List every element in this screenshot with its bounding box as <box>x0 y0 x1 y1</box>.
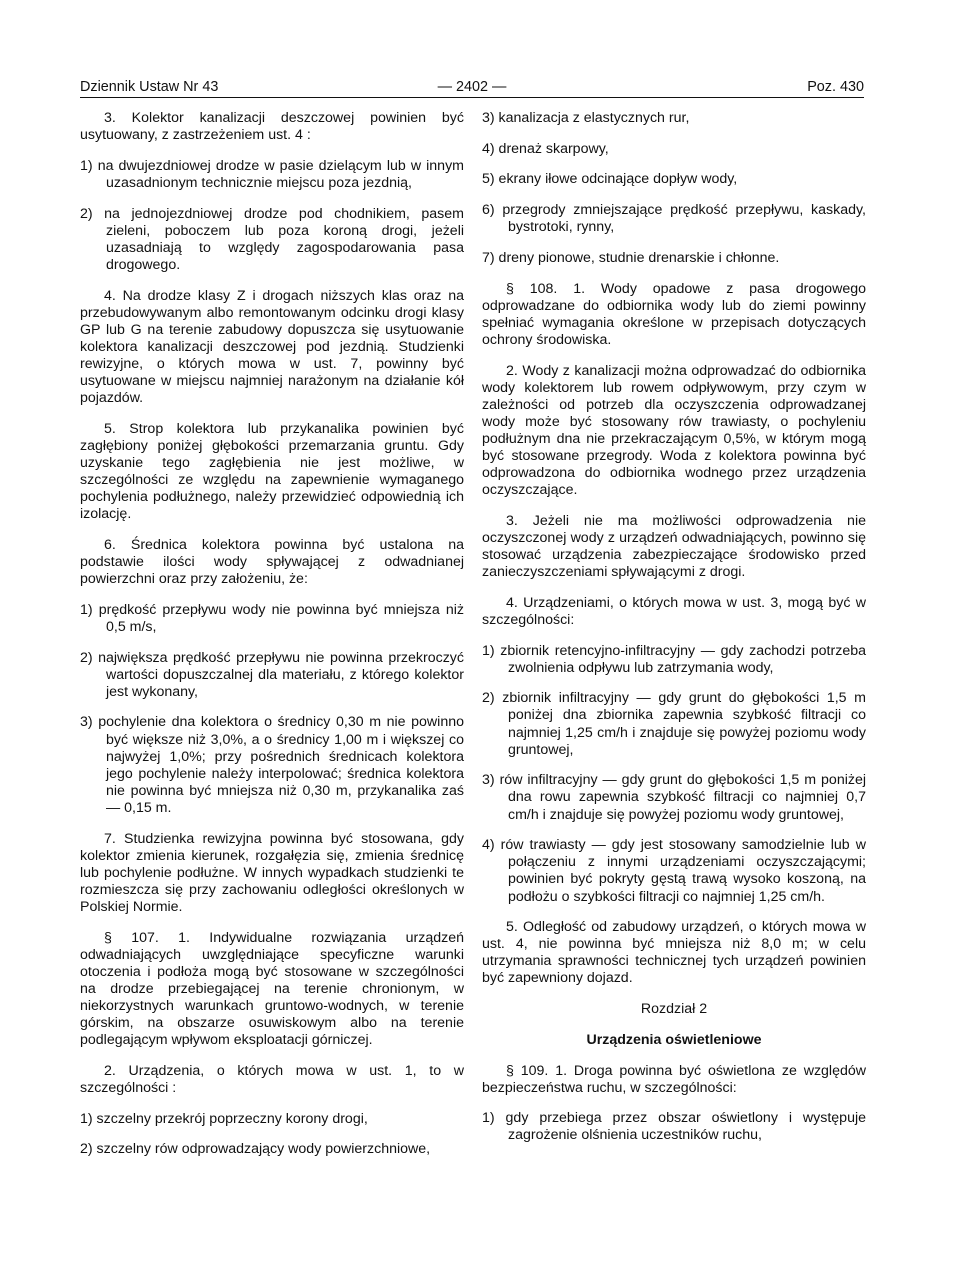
paragraph: § 108. 1. Wody opadowe z pasa drogowego odprowadzane do odbiornika wody lub do ziemi powinny spełniać wymagania określone w przepisach dotyczących ochrony środowiska. <box>482 280 866 348</box>
list-item: 1) prędkość przepływu wody nie powinna być mniejsza niż 0,5 m/s, <box>80 601 464 635</box>
list-item: 3) rów infiltracyjny — gdy grunt do głębokości 1,5 m poniżej dna rowu zapewnia szybkość filtracji co najmniej 0,7 cm/h i znajduje się powyżej poziomu wody gruntowej, <box>482 772 866 823</box>
list-item: 5) ekrany iłowe odcinające dopływ wody, <box>482 171 738 188</box>
paragraph: 2. Wody z kanalizacji można odprowadzać do odbiornika wody kolektorem lub rowem odpływowym, przy czym w zależności od potrzeb dla oczyszczenia odprowadzanej wody może być stosowany rów trawiasty, o pochyleniu podłużnym dna nie przekraczającym 0,5%, w którym mogą być stosowane przegrody. Woda z kolektora powinna być odprowadzona do odbiornika wodnego przez urządzenia oczyszczające. <box>482 362 866 499</box>
list-item: 2) największa prędkość przepływu nie powinna przekroczyć wartości dopuszczalnej dla materiału, z którego kolektor jest wykonany, <box>80 649 464 700</box>
page-header <box>80 78 864 98</box>
list-item: 2) zbiornik infiltracyjny — gdy grunt do głębokości 1,5 m poniżej dna zbiornika zapewnia szybkość filtracji co najmniej 1,25 cm/h i znajduje się powyżej poziomu wody gruntowej, <box>482 690 866 758</box>
list-item: 4) drenaż skarpowy, <box>482 140 609 157</box>
chapter-title: Rozdział 2 <box>640 1001 708 1018</box>
paragraph: 2. Urządzenia, o których mowa w ust. 1, to w szczególności : <box>80 1062 464 1097</box>
position-number: Poz. 430 <box>807 79 864 95</box>
page-number: — 2402 — <box>437 79 507 95</box>
list-item: 1) zbiornik retencyjno-infiltracyjny — gdy zachodzi potrzeba zwolnienia odpływu lub zatrzymania wody, <box>482 642 866 676</box>
paragraph: 5. Strop kolektora lub przykanalika powinien być zagłębiony poniżej głębokości przemarzania gruntu. Gdy uzyskanie tego zagłębienia nie jest możliwe, w szczególności ze względu na zapewnienie wymaganego pochylenia podłużnego, należy przewidzieć odpowiednią ich izolację. <box>80 420 464 523</box>
list-item: 3) pochylenie dna kolektora o średnicy 0,30 m nie powinno być większe niż 3,0%, a o średnicy 1,00 m i większej co najwyżej 1,0%; przy pośrednich średnicach kolektora jego pochylenie należy interpolować; średnica kolektora nie powinna być mniejsza niż 0,30 m, przykanalika zaś — 0,15 m. <box>80 714 464 816</box>
list-item: 3) kanalizacja z elastycznych rur, <box>482 110 690 126</box>
chapter-heading: Urządzenia oświetleniowe <box>586 1031 762 1048</box>
paragraph: 3. Jeżeli nie ma możliwości odprowadzenia nie oczyszczonej wody z urządzeń odwadniających, powinno się stosować urządzenia zabezpieczające środowisko przed zanieczyszczeniami spływającymi z drogi. <box>482 512 866 581</box>
paragraph: 5. Odległość od zabudowy urządzeń, o których mowa w ust. 4, nie powinna być mniejsza niż 8,0 m; w celu utrzymania sprawności technicznej tych urządzeń powinien być zapewniony dojazd. <box>482 919 866 987</box>
paragraph: 4. Na drodze klasy Z i drogach niższych klas oraz na przebudowywanym albo remontowanym odcinku drogi klasy GP lub G na terenie zabudowy dopuszcza się usytuowanie kolektora kanalizacji deszczowej pod jezdnią. Studzienki rewizyjne, o których mowa w ust. 7, powinny być usytuowane w miejscu najmniej narażonym na działanie kół pojazdów. <box>80 287 464 407</box>
paragraph: § 107. 1. Indywidualne rozwiązania urządzeń odwadniających uwzględniające specyficzne warunki otoczenia i podłoża mogą być stosowane w szczególności na drodze przebiegającej na terenie chronionym, w niekorzystnych warunkach gruntowo-wodnych, w terenie górskim, na obszarze osuwiskowym albo na terenie podlegającym wpływom eksploatacji górniczej. <box>80 929 464 1049</box>
header-rule <box>80 97 864 98</box>
list-item: 1) na dwujezdniowej drodze w pasie dzielącym lub w innym uzasadnionym technicznie miejscu poza jezdnią, <box>80 157 464 191</box>
list-item: 1) szczelny przekrój poprzeczny korony drogi, <box>80 1110 368 1127</box>
list-item: 1) gdy przebiega przez obszar oświetlony i występuje zagrożenie olśnienia uczestników ruchu, <box>482 1110 866 1144</box>
journal-title: Dziennik Ustaw Nr 43 <box>80 79 219 95</box>
list-item: 7) dreny pionowe, studnie drenarskie i chłonne. <box>482 249 780 266</box>
paragraph: 4. Urządzeniami, o których mowa w ust. 3, mogą być w szczególności: <box>482 594 866 628</box>
left-column <box>80 110 464 1172</box>
right-column <box>482 110 866 1158</box>
list-item: 6) przegrody zmniejszające prędkość przepływu, kaskady, bystrotoki, rynny, <box>482 202 866 236</box>
list-item: 4) rów trawiasty — gdy jest stosowany samodzielnie lub w połączeniu z innymi urządzeniami oczyszczającymi; powinien być pokryty gęstą trawą wysoko koszoną, na podłożu o szybkości filtracji co najmniej 1,25 cm/h. <box>482 837 866 905</box>
paragraph: 7. Studzienka rewizyjna powinna być stosowana, gdy kolektor zmienia kierunek, rozgałęzia się, zmienia średnicę lub pochylenie podłużne. W innych wypadkach studzienki te rozmieszcza się przy zachowaniu odległości określonych w Polskiej Normie. <box>80 830 464 915</box>
list-item: 2) na jednojezdniowej drodze pod chodnikiem, pasem zieleni, poboczem lub poza koroną drogi, jeżeli uzasadniają to względy zagospodarowania pasa drogowego. <box>80 205 464 273</box>
list-item: 2) szczelny rów odprowadzający wody powierzchniowe, <box>80 1141 431 1158</box>
paragraph: § 109. 1. Droga powinna być oświetlona ze względów bezpieczeństwa ruchu, w szczególności: <box>482 1062 866 1096</box>
paragraph: 6. Średnica kolektora powinna być ustalona na podstawie ilości wody spływającej z odwadnianej powierzchni oraz przy założeniu, że: <box>80 536 464 588</box>
paragraph: 3. Kolektor kanalizacji deszczowej powinien być usytuowany, z zastrzeżeniem ust. 4 : <box>80 110 464 144</box>
